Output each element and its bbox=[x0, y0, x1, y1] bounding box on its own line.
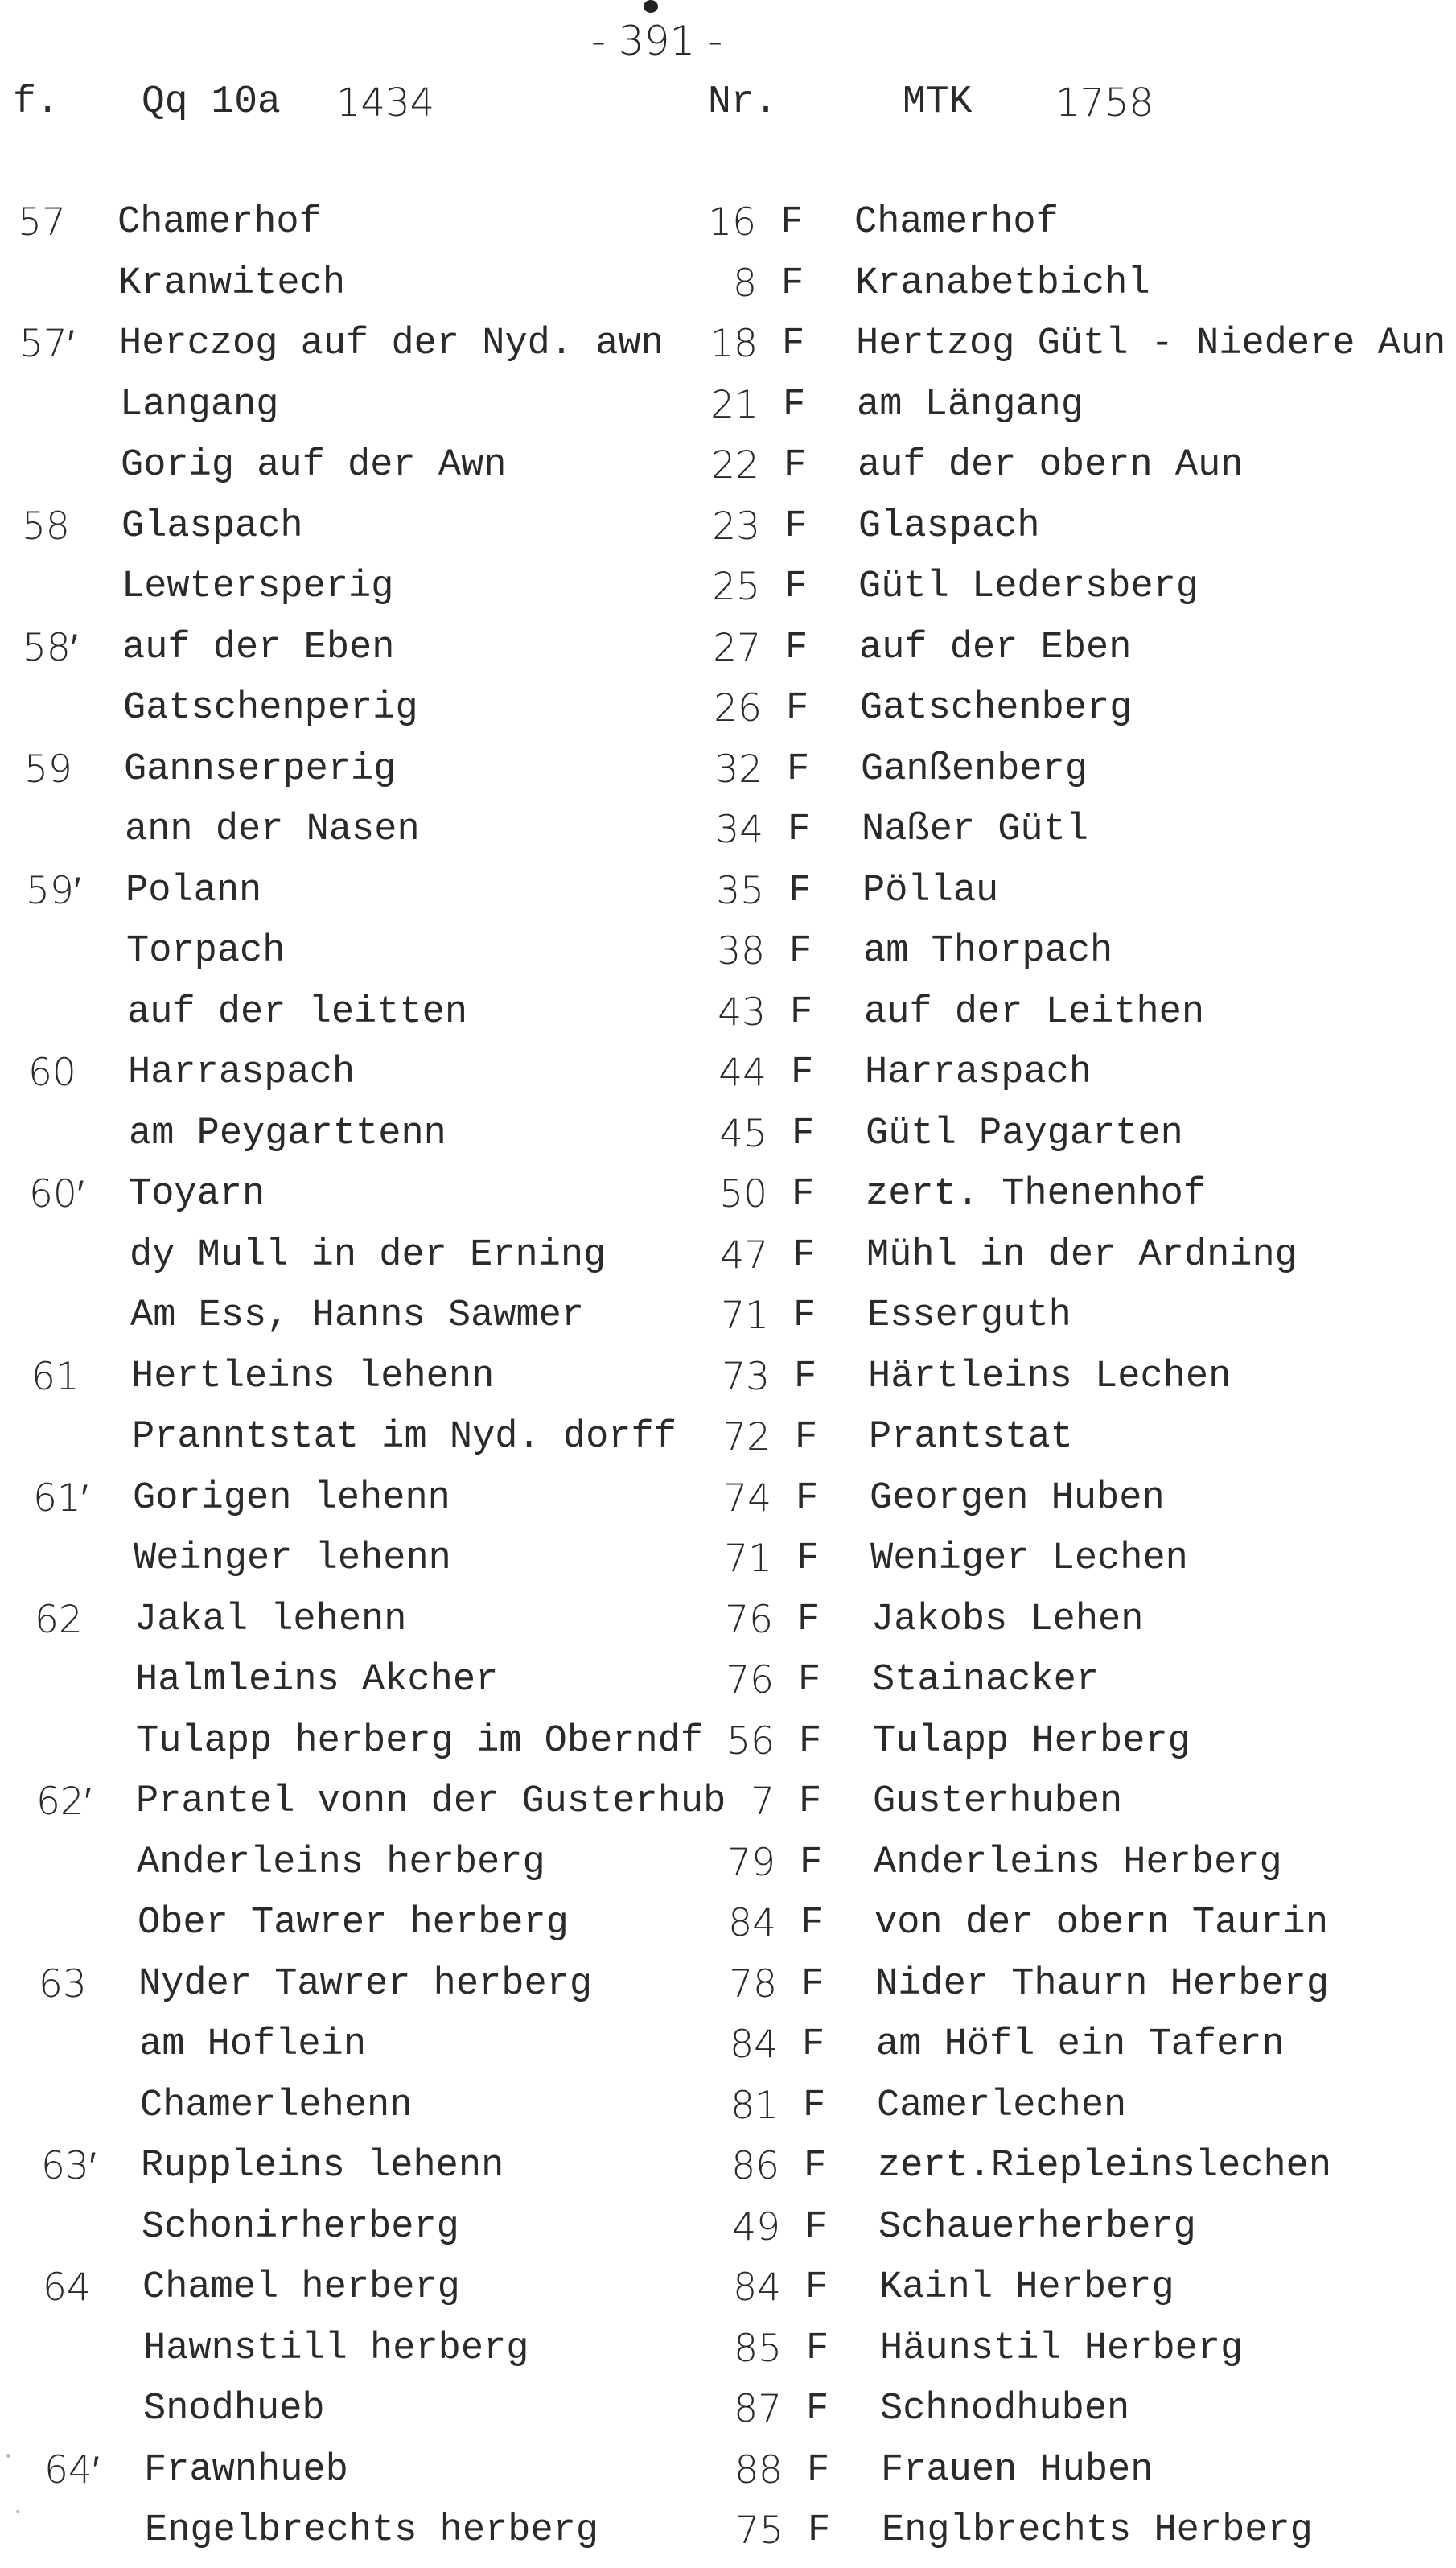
entry-number: 16 bbox=[708, 200, 756, 245]
folio-number: 63 bbox=[39, 1961, 87, 2006]
entry-number: 44 bbox=[718, 1051, 767, 1095]
modern-name: Chamerhof bbox=[854, 201, 1059, 244]
entry-flag: F bbox=[802, 2023, 825, 2066]
modern-name: auf der Eben bbox=[859, 626, 1132, 669]
table-row bbox=[0, 1529, 1456, 1589]
table-row bbox=[0, 376, 1456, 435]
historic-name: Kranwitech bbox=[118, 261, 346, 305]
historic-name: Glaspach bbox=[121, 504, 303, 548]
modern-name: am Thorpach bbox=[863, 930, 1113, 973]
entry-flag: F bbox=[796, 1476, 819, 1520]
table-row bbox=[0, 1955, 1456, 2014]
table-row bbox=[0, 436, 1456, 496]
modern-name: Frauen Huben bbox=[881, 2448, 1154, 2492]
table-row bbox=[0, 922, 1456, 982]
entry-number: 81 bbox=[730, 2083, 779, 2128]
historic-name: Ober Tawrer herberg bbox=[138, 1902, 569, 1945]
historic-name: Lewtersperig bbox=[121, 566, 394, 608]
modern-name: Esserguth bbox=[867, 1294, 1071, 1337]
entry-number: 22 bbox=[711, 443, 759, 488]
table-row bbox=[0, 862, 1456, 921]
historic-name: Harraspach bbox=[128, 1051, 356, 1094]
modern-name: am Höfl ein Tafern bbox=[876, 2023, 1285, 2066]
entry-flag: F bbox=[806, 2327, 829, 2370]
historic-name: Halmleins Akcher bbox=[135, 1659, 499, 1702]
entry-flag: F bbox=[790, 990, 813, 1034]
historic-name: Gatschenperig bbox=[123, 687, 418, 730]
historic-name: Prantel vonn der Gusterhub bbox=[136, 1780, 726, 1823]
modern-name: Tulapp Herberg bbox=[873, 1719, 1191, 1763]
historic-name: Nyder Tawrer herberg bbox=[138, 1962, 593, 2006]
modern-name: Gusterhuben bbox=[873, 1780, 1123, 1823]
table-row bbox=[0, 1043, 1456, 1103]
entry-flag: F bbox=[804, 2205, 828, 2249]
modern-name: Anderleins Herberg bbox=[874, 1841, 1282, 1884]
entry-flag: F bbox=[798, 1659, 821, 1702]
folio-number: 58 bbox=[22, 504, 70, 549]
table-row bbox=[0, 2076, 1456, 2136]
table-row bbox=[0, 497, 1456, 557]
entry-flag: F bbox=[799, 1780, 822, 1823]
modern-name: Pöllau bbox=[862, 869, 999, 912]
folio-number: 64 bbox=[43, 2266, 91, 2310]
historic-name: Ruppleins lehenn bbox=[141, 2145, 504, 2187]
modern-name: auf der obern Aun bbox=[858, 444, 1244, 487]
modern-name: Gütl Paygarten bbox=[866, 1112, 1183, 1155]
modern-name: Naßer Gütl bbox=[862, 809, 1089, 851]
entry-flag: F bbox=[807, 2448, 830, 2492]
entry-number: 72 bbox=[722, 1415, 771, 1459]
header-year-b: 1758 bbox=[1055, 80, 1154, 126]
folio-number: 61 bbox=[31, 1354, 80, 1399]
modern-name: Stainacker bbox=[872, 1659, 1100, 1702]
table-row bbox=[0, 2258, 1456, 2318]
historic-name: Gannserperig bbox=[124, 747, 397, 791]
historic-name: Am Ess, Hanns Sawmer bbox=[130, 1294, 585, 1337]
table-row bbox=[0, 2137, 1456, 2196]
historic-name: Chamerlehenn bbox=[140, 2084, 413, 2127]
header-year-a: 1434 bbox=[336, 80, 435, 126]
folio-number: 62′ bbox=[36, 1780, 92, 1824]
historic-name: Toyarn bbox=[129, 1173, 265, 1216]
historic-name: dy Mull in der Erning bbox=[130, 1233, 607, 1277]
table-row bbox=[0, 1651, 1456, 1710]
entry-number: 74 bbox=[723, 1475, 771, 1521]
entry-flag: F bbox=[806, 2388, 829, 2430]
folio-number: 59 bbox=[24, 747, 72, 792]
folio-number: 64′ bbox=[44, 2447, 100, 2492]
entry-flag: F bbox=[792, 1112, 815, 1155]
modern-name: am Längang bbox=[857, 383, 1084, 426]
table-row bbox=[0, 1286, 1456, 1346]
entry-flag: F bbox=[805, 2266, 829, 2309]
historic-name: Hertleins lehenn bbox=[131, 1355, 495, 1398]
historic-name: Weinger lehenn bbox=[134, 1537, 451, 1580]
entry-number: 32 bbox=[714, 747, 763, 792]
header-source-b: MTK bbox=[903, 80, 973, 124]
entry-flag: F bbox=[787, 747, 810, 791]
entry-flag: F bbox=[782, 323, 805, 365]
entry-number: 56 bbox=[726, 1718, 775, 1763]
table-row bbox=[0, 1833, 1456, 1893]
entry-flag: F bbox=[788, 869, 812, 912]
table-row bbox=[0, 1105, 1456, 1164]
modern-name: Georgen Huben bbox=[870, 1476, 1165, 1520]
entry-number: 76 bbox=[726, 1658, 774, 1702]
historic-name: Polann bbox=[125, 869, 262, 912]
entry-number: 84 bbox=[728, 1901, 776, 1945]
modern-name: Kainl Herberg bbox=[879, 2266, 1174, 2309]
table-row bbox=[0, 1348, 1456, 1407]
entry-number: 34 bbox=[715, 808, 763, 852]
entry-flag: F bbox=[808, 2509, 831, 2552]
entry-number: 84 bbox=[730, 2023, 778, 2067]
table-row bbox=[0, 2015, 1456, 2075]
entry-number: 84 bbox=[733, 2266, 781, 2310]
entry-flag: F bbox=[801, 1962, 825, 2006]
entry-number: 87 bbox=[734, 2387, 782, 2431]
entry-number: 25 bbox=[712, 565, 760, 609]
table-row bbox=[0, 1894, 1456, 1953]
table-row bbox=[0, 1712, 1456, 1772]
entry-number: 71 bbox=[724, 1537, 772, 1581]
entry-flag: F bbox=[796, 1537, 820, 1580]
folio-number: 58′ bbox=[23, 625, 78, 670]
modern-name: auf der Leithen bbox=[864, 990, 1205, 1034]
table-row bbox=[0, 1469, 1456, 1529]
table-row bbox=[0, 679, 1456, 739]
page-number: - 391 - bbox=[591, 18, 723, 64]
historic-name: Gorigen lehenn bbox=[133, 1476, 450, 1520]
entry-number: 47 bbox=[720, 1233, 768, 1278]
historic-name: Snodhueb bbox=[143, 2388, 325, 2430]
modern-name: Harraspach bbox=[865, 1051, 1092, 1094]
entry-flag: F bbox=[786, 687, 809, 730]
table-row bbox=[0, 2319, 1456, 2379]
entry-number: 85 bbox=[734, 2326, 782, 2371]
entry-number: 79 bbox=[727, 1840, 775, 1885]
table-row bbox=[0, 2198, 1456, 2257]
entry-flag: F bbox=[797, 1598, 821, 1641]
modern-name: Jakobs Lehen bbox=[871, 1598, 1144, 1641]
entry-flag: F bbox=[785, 626, 808, 669]
folio-number: 59′ bbox=[26, 868, 81, 913]
historic-name: Jakal lehenn bbox=[134, 1598, 407, 1641]
historic-name: Torpach bbox=[126, 930, 286, 973]
modern-name: zert. Thenenhof bbox=[866, 1173, 1207, 1216]
entry-number: 18 bbox=[709, 322, 758, 366]
folio-number: 63′ bbox=[41, 2144, 97, 2188]
entry-number: 76 bbox=[725, 1597, 773, 1642]
entry-number: 26 bbox=[714, 686, 762, 730]
table-row bbox=[0, 2380, 1456, 2439]
entry-flag: F bbox=[804, 2145, 827, 2187]
folio-number: 60′ bbox=[29, 1172, 84, 1216]
entry-number: 43 bbox=[718, 990, 766, 1035]
entry-flag: F bbox=[784, 444, 807, 487]
historic-name: Langang bbox=[120, 383, 279, 426]
modern-name: zert.Riepleinslechen bbox=[878, 2145, 1332, 2187]
modern-name: Ganßenberg bbox=[861, 747, 1088, 791]
table-row bbox=[0, 1226, 1456, 1286]
folio-number: 60 bbox=[28, 1051, 76, 1095]
table-row bbox=[0, 558, 1456, 617]
paper-speck bbox=[6, 2454, 10, 2458]
modern-name: Kranabetbichl bbox=[855, 261, 1150, 305]
entry-flag: F bbox=[793, 1294, 816, 1337]
table-row bbox=[0, 2501, 1456, 2561]
table-row bbox=[0, 2441, 1456, 2500]
folio-number: 57′ bbox=[19, 322, 75, 366]
modern-name: Mühl in der Ardning bbox=[866, 1233, 1298, 1277]
paper-speck bbox=[16, 2510, 19, 2513]
modern-name: Gatschenberg bbox=[860, 687, 1133, 730]
entry-number: 21 bbox=[710, 382, 759, 427]
entry-number: 88 bbox=[734, 2447, 783, 2492]
table-row bbox=[0, 315, 1456, 374]
entry-flag: F bbox=[792, 1173, 815, 1216]
historic-name: Gorig auf der Awn bbox=[121, 444, 507, 487]
historic-name: Engelbrechts herberg bbox=[145, 2509, 599, 2552]
table-row bbox=[0, 1772, 1456, 1832]
modern-name: Härtleins Lechen bbox=[868, 1355, 1232, 1398]
historic-name: ann der Nasen bbox=[125, 809, 420, 851]
table-row bbox=[0, 254, 1456, 314]
historic-name: am Peygarttenn bbox=[129, 1112, 446, 1155]
entry-number: 7 bbox=[751, 1780, 775, 1824]
historic-name: Tulapp herberg im Oberndf bbox=[136, 1719, 704, 1763]
header-folio-prefix: f. bbox=[13, 80, 60, 124]
entry-number: 27 bbox=[713, 625, 761, 670]
historic-name: auf der leitten bbox=[127, 990, 468, 1034]
historic-name: Schonirherberg bbox=[142, 2205, 459, 2249]
entry-flag: F bbox=[803, 2084, 826, 2127]
historic-name: Frawnhueb bbox=[144, 2448, 348, 2492]
modern-name: Nider Thaurn Herberg bbox=[875, 1962, 1330, 2006]
historic-name: Herczog auf der Nyd. awn bbox=[119, 323, 664, 365]
entry-number: 45 bbox=[719, 1111, 767, 1156]
entry-flag: F bbox=[800, 1902, 824, 1945]
modern-name: Englbrechts Herberg bbox=[882, 2509, 1313, 2552]
entry-number: 73 bbox=[722, 1354, 770, 1399]
modern-name: Camerlechen bbox=[877, 2084, 1127, 2127]
folio-number: 61′ bbox=[33, 1475, 88, 1521]
table-row bbox=[0, 800, 1456, 860]
folio-number: 57 bbox=[18, 200, 66, 245]
entry-flag: F bbox=[791, 1051, 814, 1094]
historic-name: Pranntstat im Nyd. dorff bbox=[132, 1416, 677, 1459]
modern-name: Prantstat bbox=[869, 1416, 1073, 1459]
entry-number: 86 bbox=[731, 2144, 779, 2188]
entry-number: 71 bbox=[721, 1294, 769, 1338]
historic-name: auf der Eben bbox=[122, 626, 395, 669]
table-row bbox=[0, 619, 1456, 678]
entry-flag: F bbox=[781, 261, 804, 305]
table-row bbox=[0, 1591, 1456, 1650]
table-row bbox=[0, 1408, 1456, 1467]
entry-number: 8 bbox=[733, 261, 757, 306]
table-row bbox=[0, 983, 1456, 1043]
entry-flag: F bbox=[794, 1355, 817, 1398]
modern-name: von der obern Taurin bbox=[874, 1902, 1329, 1945]
entry-number: 50 bbox=[719, 1172, 767, 1216]
modern-name: Häunstil Herberg bbox=[880, 2327, 1244, 2370]
entry-number: 49 bbox=[732, 2204, 780, 2249]
historic-name: am Hoflein bbox=[139, 2023, 367, 2066]
modern-name: Weniger Lechen bbox=[870, 1537, 1188, 1580]
header-source-a: Qq 10a bbox=[142, 80, 281, 124]
modern-name: Schauerherberg bbox=[878, 2205, 1196, 2249]
header-nr-label: Nr. bbox=[708, 80, 778, 124]
ink-dot bbox=[644, 0, 658, 13]
table-row bbox=[0, 193, 1456, 253]
entry-flag: F bbox=[792, 1233, 816, 1277]
historic-name: Chamerhof bbox=[117, 201, 322, 244]
entry-flag: F bbox=[780, 201, 804, 244]
entry-flag: F bbox=[783, 383, 806, 426]
table-row bbox=[0, 740, 1456, 800]
modern-name: Glaspach bbox=[858, 504, 1040, 548]
entry-flag: F bbox=[788, 809, 811, 851]
folio-number: 62 bbox=[35, 1597, 83, 1642]
entry-flag: F bbox=[795, 1416, 818, 1459]
entry-number: 23 bbox=[712, 504, 760, 549]
entry-flag: F bbox=[789, 930, 812, 973]
modern-name: Hertzog Gütl - Niedere Aun bbox=[856, 323, 1446, 365]
entry-number: 35 bbox=[716, 868, 764, 913]
entry-flag: F bbox=[784, 504, 808, 548]
entry-number: 78 bbox=[729, 1961, 777, 2006]
historic-name: Hawnstill herberg bbox=[143, 2327, 529, 2370]
modern-name: Gütl Ledersberg bbox=[858, 566, 1199, 608]
entry-flag: F bbox=[800, 1841, 823, 1884]
entry-flag: F bbox=[799, 1719, 822, 1763]
entry-flag: F bbox=[784, 566, 808, 608]
entry-number: 38 bbox=[717, 929, 765, 973]
table-row bbox=[0, 1165, 1456, 1224]
historic-name: Anderleins herberg bbox=[137, 1841, 545, 1884]
modern-name: Schnodhuben bbox=[880, 2388, 1130, 2430]
historic-name: Chamel herberg bbox=[142, 2266, 460, 2309]
entry-number: 75 bbox=[735, 2508, 784, 2553]
